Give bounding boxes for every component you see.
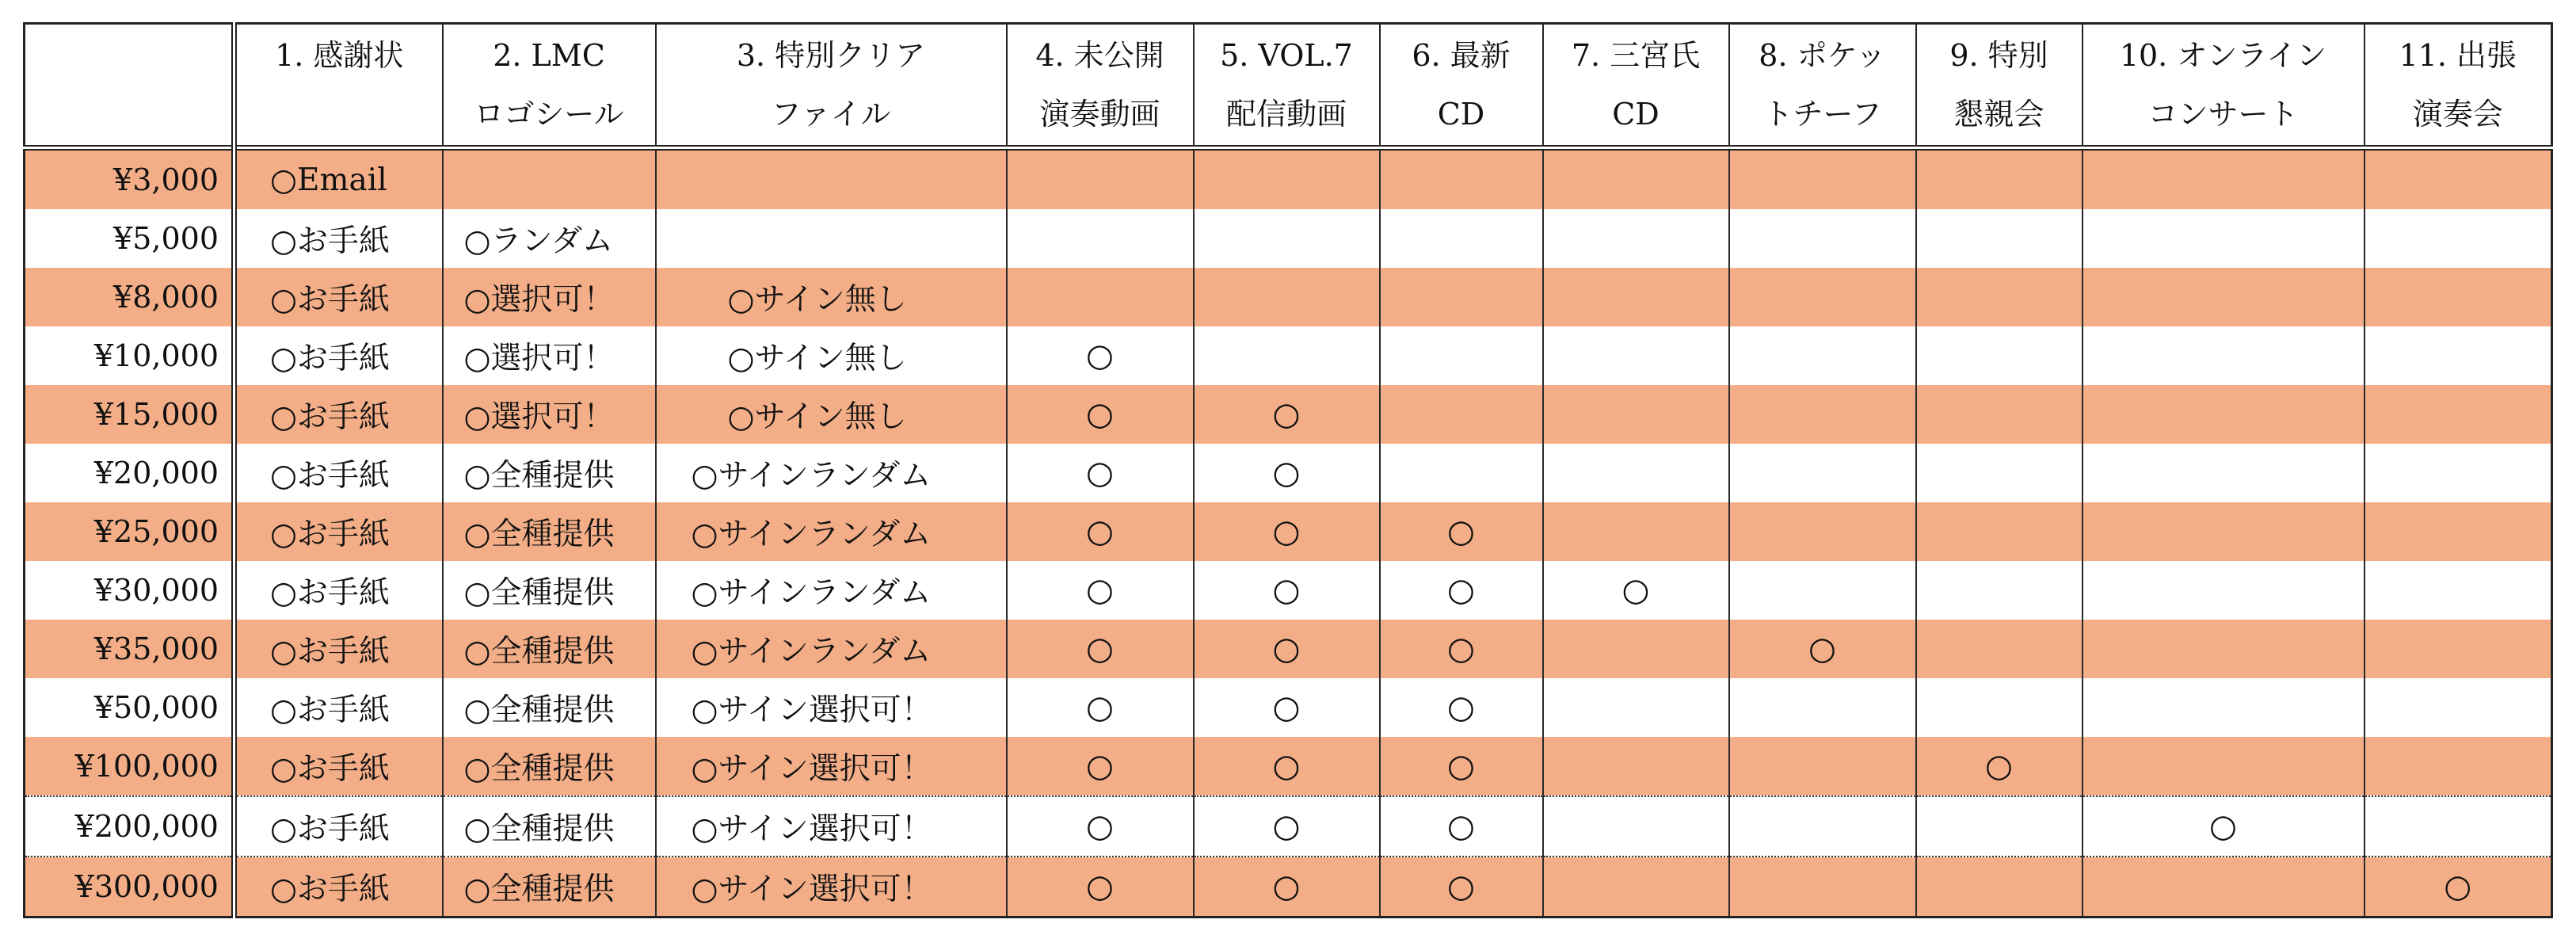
stream-video-cell xyxy=(1194,326,1380,385)
reward-tier-table xyxy=(23,22,2553,918)
logo-sticker-cell: ○選択可！ xyxy=(443,326,656,385)
stream-video-cell: ○ xyxy=(1194,678,1380,737)
logo-sticker-cell: ○全種提供 xyxy=(443,620,656,678)
sannomiya-cd-cell xyxy=(1543,209,1729,268)
pocket-chief-cell: ○ xyxy=(1729,620,1916,678)
table-row xyxy=(25,444,2552,502)
header-line-2: コンサート xyxy=(2147,97,2299,132)
header-line-2: トチーフ xyxy=(1762,97,1882,132)
clear-file-cell: ○サインランダム xyxy=(656,561,1007,620)
latest-cd-cell xyxy=(1380,209,1543,268)
table-row xyxy=(25,502,2552,561)
price-column-header xyxy=(25,24,234,148)
online-concert-cell xyxy=(2083,561,2365,620)
online-concert-cell xyxy=(2083,620,2365,678)
social-gathering-cell xyxy=(1916,502,2083,561)
latest-cd-cell: ○ xyxy=(1380,561,1543,620)
header-line-2: 演奏動画 xyxy=(1039,97,1160,132)
online-concert-cell xyxy=(2083,502,2365,561)
thanks-letter-cell: ○お手紙 xyxy=(234,268,443,326)
table-row xyxy=(25,737,2552,796)
pocket-chief-cell xyxy=(1729,737,1916,796)
unreleased-video-cell: ○ xyxy=(1007,620,1194,678)
clear-file-header xyxy=(656,24,1007,148)
unreleased-video-cell xyxy=(1007,268,1194,326)
price-cell: ¥8,000 xyxy=(25,268,234,326)
latest-cd-cell: ○ xyxy=(1380,857,1543,918)
outreach-concert-cell xyxy=(2365,561,2552,620)
thanks-letter-cell: ○お手紙 xyxy=(234,857,443,918)
pocket-chief-cell xyxy=(1729,444,1916,502)
online-concert-cell xyxy=(2083,326,2365,385)
outreach-concert-cell xyxy=(2365,502,2552,561)
logo-sticker-header xyxy=(443,24,656,148)
pocket-chief-cell xyxy=(1729,502,1916,561)
logo-sticker-cell xyxy=(443,148,656,210)
stream-video-cell: ○ xyxy=(1194,444,1380,502)
logo-sticker-cell: ○全種提供 xyxy=(443,444,656,502)
price-cell: ¥5,000 xyxy=(25,209,234,268)
header-line-1: 4. 未公開 xyxy=(1035,38,1164,73)
pocket-chief-cell xyxy=(1729,268,1916,326)
unreleased-video-cell: ○ xyxy=(1007,796,1194,857)
thanks-letter-cell: ○お手紙 xyxy=(234,561,443,620)
sannomiya-cd-cell xyxy=(1543,326,1729,385)
unreleased-video-cell: ○ xyxy=(1007,502,1194,561)
social-gathering-cell xyxy=(1916,209,2083,268)
latest-cd-cell xyxy=(1380,444,1543,502)
online-concert-cell xyxy=(2083,678,2365,737)
clear-file-cell: ○サインランダム xyxy=(656,620,1007,678)
stream-video-cell: ○ xyxy=(1194,620,1380,678)
clear-file-cell: ○サイン選択可！ xyxy=(656,678,1007,737)
header-line-1: 1. 感謝状 xyxy=(275,38,404,73)
table-row xyxy=(25,561,2552,620)
stream-video-cell: ○ xyxy=(1194,502,1380,561)
price-cell: ¥200,000 xyxy=(25,796,234,857)
online-concert-cell xyxy=(2083,148,2365,210)
unreleased-video-cell: ○ xyxy=(1007,326,1194,385)
thanks-letter-cell: ○お手紙 xyxy=(234,444,443,502)
outreach-concert-cell xyxy=(2365,268,2552,326)
outreach-concert-cell xyxy=(2365,620,2552,678)
stream-video-header xyxy=(1194,24,1380,148)
latest-cd-cell: ○ xyxy=(1380,678,1543,737)
stream-video-cell: ○ xyxy=(1194,561,1380,620)
reward-tier-table-wrapper xyxy=(23,22,2553,918)
logo-sticker-cell: ○選択可！ xyxy=(443,385,656,444)
unreleased-video-cell: ○ xyxy=(1007,737,1194,796)
header-line-2: 配信動画 xyxy=(1225,97,1347,132)
outreach-concert-header xyxy=(2365,24,2552,148)
price-cell: ¥10,000 xyxy=(25,326,234,385)
stream-video-cell: ○ xyxy=(1194,796,1380,857)
outreach-concert-cell xyxy=(2365,444,2552,502)
latest-cd-header xyxy=(1380,24,1543,148)
logo-sticker-cell: ○全種提供 xyxy=(443,737,656,796)
table-header xyxy=(25,24,2552,148)
latest-cd-cell xyxy=(1380,385,1543,444)
social-gathering-cell xyxy=(1916,561,2083,620)
thanks-letter-cell: ○お手紙 xyxy=(234,326,443,385)
thanks-letter-cell: ○お手紙 xyxy=(234,678,443,737)
clear-file-cell: ○サイン選択可！ xyxy=(656,857,1007,918)
thanks-letter-cell: ○Email xyxy=(234,148,443,210)
thanks-letter-header xyxy=(234,24,443,148)
stream-video-cell xyxy=(1194,268,1380,326)
price-cell: ¥100,000 xyxy=(25,737,234,796)
table-row xyxy=(25,209,2552,268)
price-cell: ¥25,000 xyxy=(25,502,234,561)
header-line-1: 7. 三宮氏 xyxy=(1571,38,1701,73)
latest-cd-cell xyxy=(1380,268,1543,326)
social-gathering-cell xyxy=(1916,796,2083,857)
sannomiya-cd-header xyxy=(1543,24,1729,148)
thanks-letter-cell: ○お手紙 xyxy=(234,502,443,561)
logo-sticker-cell: ○全種提供 xyxy=(443,857,656,918)
price-cell: ¥15,000 xyxy=(25,385,234,444)
social-gathering-cell xyxy=(1916,148,2083,210)
clear-file-cell xyxy=(656,148,1007,210)
clear-file-cell: ○サインランダム xyxy=(656,502,1007,561)
unreleased-video-cell xyxy=(1007,148,1194,210)
social-gathering-cell xyxy=(1916,444,2083,502)
latest-cd-cell xyxy=(1380,148,1543,210)
header-line-2: ロゴシール xyxy=(474,97,624,132)
online-concert-cell: ○ xyxy=(2083,796,2365,857)
outreach-concert-cell xyxy=(2365,209,2552,268)
unreleased-video-cell: ○ xyxy=(1007,857,1194,918)
header-line-1: 5. VOL.7 xyxy=(1220,38,1353,73)
online-concert-cell xyxy=(2083,737,2365,796)
outreach-concert-cell xyxy=(2365,796,2552,857)
sannomiya-cd-cell xyxy=(1543,678,1729,737)
logo-sticker-cell: ○全種提供 xyxy=(443,678,656,737)
header-line-1: 11. 出張 xyxy=(2399,38,2517,73)
sannomiya-cd-cell xyxy=(1543,385,1729,444)
thanks-letter-cell: ○お手紙 xyxy=(234,620,443,678)
stream-video-cell xyxy=(1194,209,1380,268)
header-line-1: 9. 特別 xyxy=(1949,38,2048,73)
sannomiya-cd-cell xyxy=(1543,444,1729,502)
outreach-concert-cell xyxy=(2365,148,2552,210)
logo-sticker-cell: ○ランダム xyxy=(443,209,656,268)
header-line-2: CD xyxy=(1437,97,1485,132)
sannomiya-cd-cell xyxy=(1543,268,1729,326)
logo-sticker-cell: ○選択可！ xyxy=(443,268,656,326)
online-concert-cell xyxy=(2083,268,2365,326)
header-line-1: 8. ポケッ xyxy=(1759,38,1886,73)
pocket-chief-cell xyxy=(1729,385,1916,444)
online-concert-header xyxy=(2083,24,2365,148)
table-row xyxy=(25,268,2552,326)
header-row xyxy=(25,24,2552,148)
outreach-concert-cell: ○ xyxy=(2365,857,2552,918)
table-row xyxy=(25,796,2552,857)
thanks-letter-cell: ○お手紙 xyxy=(234,737,443,796)
latest-cd-cell xyxy=(1380,326,1543,385)
thanks-letter-cell: ○お手紙 xyxy=(234,796,443,857)
sannomiya-cd-cell: ○ xyxy=(1543,561,1729,620)
outreach-concert-cell xyxy=(2365,678,2552,737)
outreach-concert-cell xyxy=(2365,326,2552,385)
price-cell: ¥3,000 xyxy=(25,148,234,210)
pocket-chief-cell xyxy=(1729,796,1916,857)
price-cell: ¥30,000 xyxy=(25,561,234,620)
social-gathering-cell: ○ xyxy=(1916,737,2083,796)
unreleased-video-cell: ○ xyxy=(1007,385,1194,444)
sannomiya-cd-cell xyxy=(1543,148,1729,210)
outreach-concert-cell xyxy=(2365,737,2552,796)
outreach-concert-cell xyxy=(2365,385,2552,444)
social-gathering-cell xyxy=(1916,678,2083,737)
social-gathering-cell xyxy=(1916,620,2083,678)
header-line-1: 10. オンライン xyxy=(2119,38,2327,73)
header-line-2: ファイル xyxy=(771,97,891,132)
table-row xyxy=(25,385,2552,444)
unreleased-video-cell: ○ xyxy=(1007,678,1194,737)
social-gathering-cell xyxy=(1916,268,2083,326)
table-row xyxy=(25,678,2552,737)
clear-file-cell: ○サイン選択可！ xyxy=(656,737,1007,796)
latest-cd-cell: ○ xyxy=(1380,796,1543,857)
header-line-2: 懇親会 xyxy=(1953,97,2044,132)
pocket-chief-cell xyxy=(1729,209,1916,268)
table-row xyxy=(25,148,2552,210)
header-line-1: 2. LMC xyxy=(493,38,605,73)
sannomiya-cd-cell xyxy=(1543,620,1729,678)
online-concert-cell xyxy=(2083,857,2365,918)
pocket-chief-cell xyxy=(1729,678,1916,737)
table-row xyxy=(25,620,2552,678)
social-gathering-cell xyxy=(1916,857,2083,918)
header-line-2 xyxy=(237,85,442,143)
header-line-2 xyxy=(25,55,231,114)
pocket-chief-cell xyxy=(1729,326,1916,385)
thanks-letter-cell: ○お手紙 xyxy=(234,209,443,268)
table-body xyxy=(25,148,2552,918)
clear-file-cell: ○サイン選択可！ xyxy=(656,796,1007,857)
unreleased-video-cell: ○ xyxy=(1007,444,1194,502)
clear-file-cell xyxy=(656,209,1007,268)
online-concert-cell xyxy=(2083,444,2365,502)
pocket-chief-cell xyxy=(1729,857,1916,918)
header-line-1: 6. 最新 xyxy=(1412,38,1511,73)
logo-sticker-cell: ○全種提供 xyxy=(443,502,656,561)
social-gathering-header xyxy=(1916,24,2083,148)
latest-cd-cell: ○ xyxy=(1380,620,1543,678)
online-concert-cell xyxy=(2083,209,2365,268)
pocket-chief-cell xyxy=(1729,148,1916,210)
table-row xyxy=(25,326,2552,385)
logo-sticker-cell: ○全種提供 xyxy=(443,796,656,857)
header-line-2: 演奏会 xyxy=(2412,97,2503,132)
pocket-chief-header xyxy=(1729,24,1916,148)
price-cell: ¥50,000 xyxy=(25,678,234,737)
sannomiya-cd-cell xyxy=(1543,737,1729,796)
thanks-letter-cell: ○お手紙 xyxy=(234,385,443,444)
clear-file-cell: ○サイン無し xyxy=(656,385,1007,444)
clear-file-cell: ○サインランダム xyxy=(656,444,1007,502)
price-cell: ¥300,000 xyxy=(25,857,234,918)
sannomiya-cd-cell xyxy=(1543,857,1729,918)
sannomiya-cd-cell xyxy=(1543,502,1729,561)
stream-video-cell: ○ xyxy=(1194,385,1380,444)
price-cell: ¥35,000 xyxy=(25,620,234,678)
social-gathering-cell xyxy=(1916,326,2083,385)
header-line-1: 3. 特別クリア xyxy=(736,38,926,73)
latest-cd-cell: ○ xyxy=(1380,502,1543,561)
social-gathering-cell xyxy=(1916,385,2083,444)
sannomiya-cd-cell xyxy=(1543,796,1729,857)
unreleased-video-cell xyxy=(1007,209,1194,268)
table-row xyxy=(25,857,2552,918)
latest-cd-cell: ○ xyxy=(1380,737,1543,796)
clear-file-cell: ○サイン無し xyxy=(656,268,1007,326)
online-concert-cell xyxy=(2083,385,2365,444)
stream-video-cell xyxy=(1194,148,1380,210)
price-cell: ¥20,000 xyxy=(25,444,234,502)
stream-video-cell: ○ xyxy=(1194,737,1380,796)
unreleased-video-cell: ○ xyxy=(1007,561,1194,620)
stream-video-cell: ○ xyxy=(1194,857,1380,918)
pocket-chief-cell xyxy=(1729,561,1916,620)
unreleased-video-header xyxy=(1007,24,1194,148)
header-line-2: CD xyxy=(1612,97,1660,132)
logo-sticker-cell: ○全種提供 xyxy=(443,561,656,620)
clear-file-cell: ○サイン無し xyxy=(656,326,1007,385)
